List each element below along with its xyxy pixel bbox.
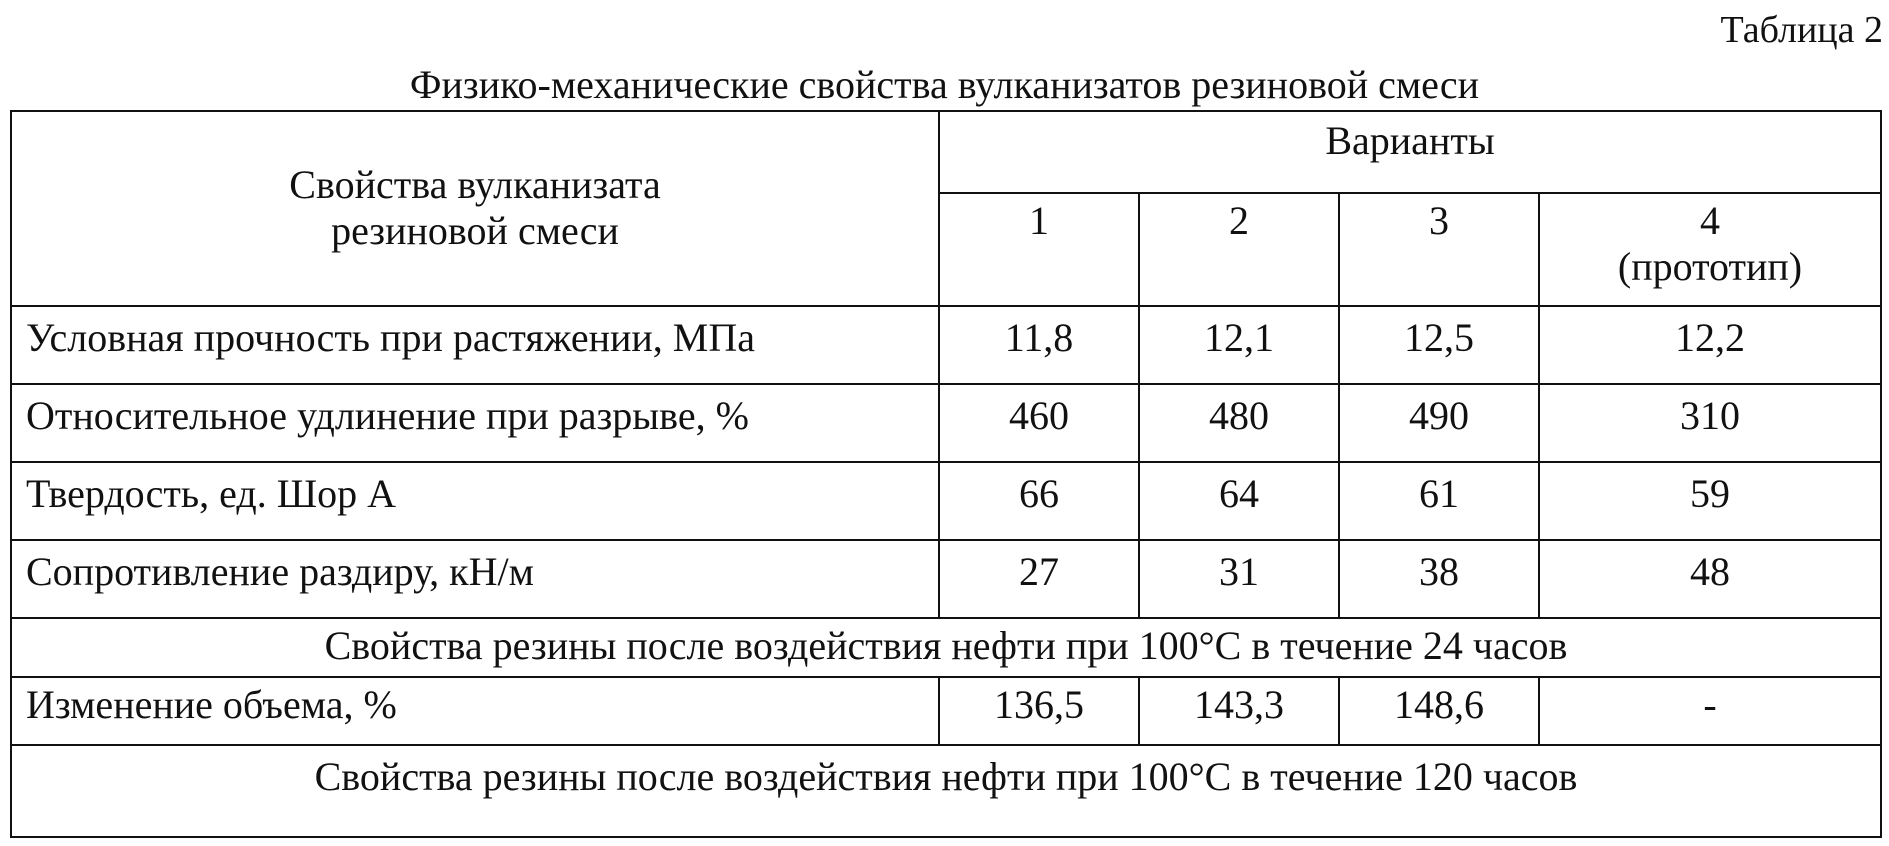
header-variant-4-note: (прототип) [1617, 244, 1803, 290]
table-cell: 48 [1539, 540, 1881, 618]
table-cell: 148,6 [1339, 677, 1539, 745]
header-variant-4 [1539, 193, 1881, 306]
table-cell: 31 [1139, 540, 1339, 618]
table-cell: 59 [1539, 462, 1881, 540]
header-property-line2: резиновой смеси [331, 208, 619, 254]
table-row [11, 384, 1881, 462]
table-row [11, 540, 1881, 618]
header-variant-4-number: 4 [1700, 198, 1721, 244]
header-variant-1: 1 [939, 193, 1139, 306]
table-cell: 480 [1139, 384, 1339, 462]
section-120h-title: Свойства резины после воздействия нефти при 100°С в течение 120 часов [11, 745, 1881, 837]
table-cell: 61 [1339, 462, 1539, 540]
table-cell: 38 [1339, 540, 1539, 618]
table-cell: 12,1 [1139, 306, 1339, 384]
table-row [11, 677, 1881, 745]
row-volume-change-name: Изменение объема, % [11, 677, 939, 745]
table-cell: 143,3 [1139, 677, 1339, 745]
table-cell: 11,8 [939, 306, 1139, 384]
header-property-cell [11, 111, 939, 306]
header-variant-3: 3 [1339, 193, 1539, 306]
header-property-line1: Свойства вулканизата [289, 162, 661, 208]
table-title: Физико-механические свойства вулканизатов резиновой смеси [409, 62, 1480, 107]
table-cell: 460 [939, 384, 1139, 462]
row-tear-resistance-name: Сопротивление раздиру, кН/м [11, 540, 939, 618]
table-cell: 310 [1539, 384, 1881, 462]
properties-table [10, 110, 1882, 838]
table-cell: 27 [939, 540, 1139, 618]
table-cell: 64 [1139, 462, 1339, 540]
header-variants-cell: Варианты [939, 111, 1881, 193]
table-cell: 66 [939, 462, 1139, 540]
section-row-24h [11, 618, 1881, 677]
header-row-variants [11, 111, 1881, 193]
table-cell: - [1539, 677, 1881, 745]
table-cell: 12,2 [1539, 306, 1881, 384]
header-variant-2: 2 [1139, 193, 1339, 306]
table-row [11, 306, 1881, 384]
table-cell: 136,5 [939, 677, 1139, 745]
section-24h-title: Свойства резины после воздействия нефти при 100°С в течение 24 часов [11, 618, 1881, 677]
row-tensile-strength-name: Условная прочность при растяжении, МПа [11, 306, 939, 384]
row-elongation-name: Относительное удлинение при разрыве, % [11, 384, 939, 462]
table-cell: 12,5 [1339, 306, 1539, 384]
section-row-120h [11, 745, 1881, 837]
table-cell: 490 [1339, 384, 1539, 462]
table-row [11, 462, 1881, 540]
row-hardness-name: Твердость, ед. Шор А [11, 462, 939, 540]
table-number-label: Таблица 2 [1720, 9, 1883, 51]
